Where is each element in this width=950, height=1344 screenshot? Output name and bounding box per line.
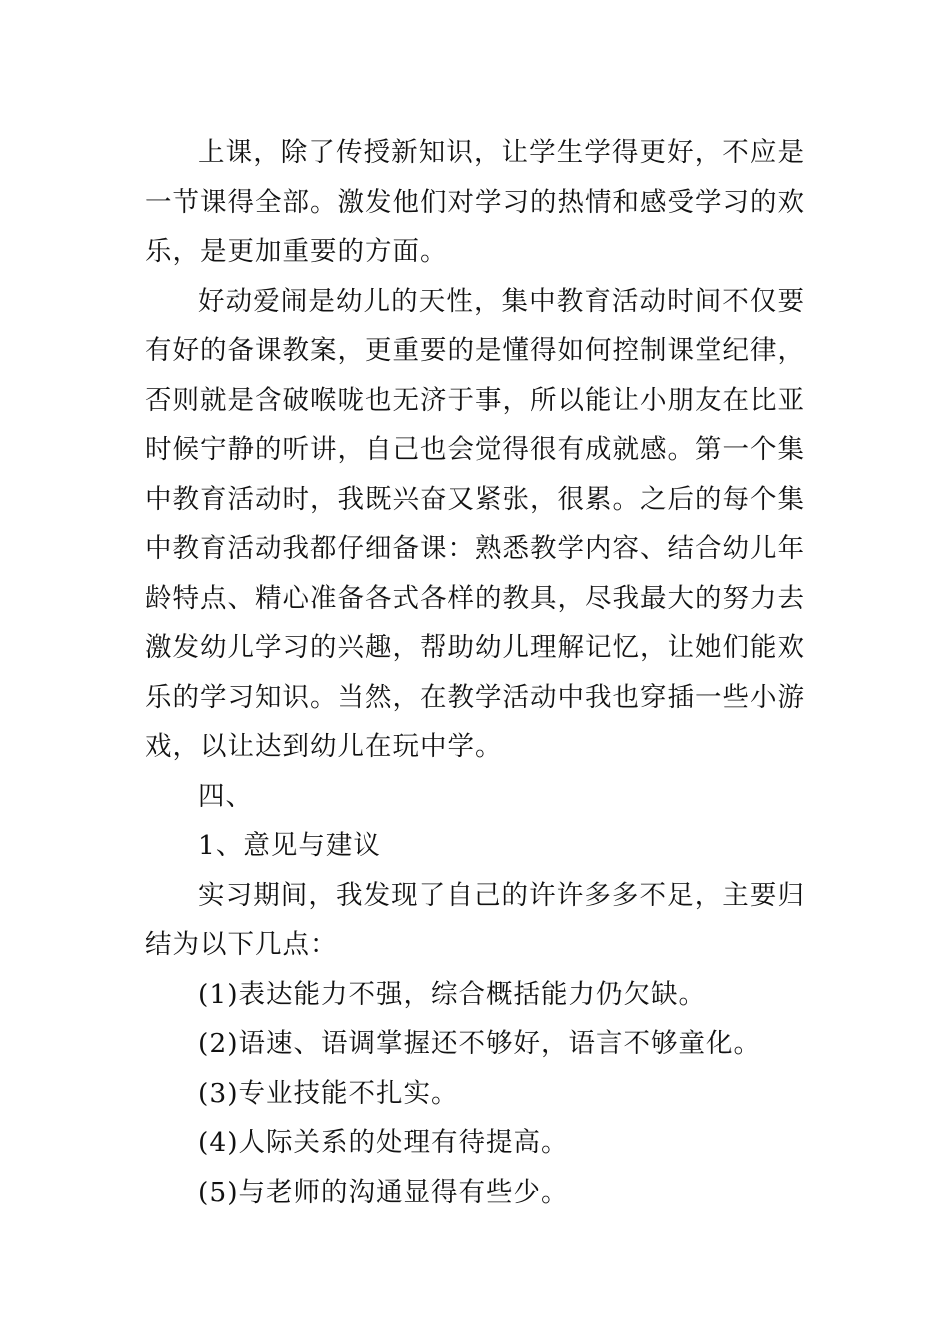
section-heading-four: 四、 [198, 780, 253, 812]
list-item-3: (3)专业技能不扎实。 [198, 1077, 459, 1109]
list-item-1: (1)表达能力不强，综合概括能力仍欠缺。 [198, 978, 707, 1010]
document-body [145, 128, 805, 1217]
list-item-5: (5)与老师的沟通显得有些少。 [198, 1176, 569, 1208]
list-item-4: (4)人际关系的处理有待提高。 [198, 1127, 569, 1158]
subheading-suggestions: 1、意见与建议 [198, 830, 381, 861]
paragraph-classroom-discipline: 好动爱闹是幼儿的天性，集中教育活动时间不仅要有好的备课教案，更重要的是懂得如何控制课堂纪律，否则就是含破喉咙也无济于事，所以能让小朋友在比亚时候宁静的听讲，自己也会觉得很有成就感。第一个集中教育活动时，我既兴奋又紧张，很累。之后的每个集中教育活动我都仔细备课：熟悉教学内容、结合幼儿年龄特点、精心准备各式各样的教具，尽我最大的努力去激发幼儿学习的兴趣，帮助幼儿理解记忆，让她们能欢乐的学习知识。当然，在教学活动中我也穿插一些小游戏，以让达到幼儿在玩中学。 [145, 285, 805, 762]
list-item-2: (2)语速、语调掌握还不够好，语言不够童化。 [198, 1028, 762, 1059]
paragraph-teaching-goal: 上课，除了传授新知识，让学生学得更好，不应是一节课得全部。激发他们对学习的热情和感受学习的欢乐，是更加重要的方面。 [145, 137, 805, 267]
paragraph-shortcomings-intro: 实习期间，我发现了自己的许许多多不足，主要归结为以下几点： [145, 879, 805, 960]
